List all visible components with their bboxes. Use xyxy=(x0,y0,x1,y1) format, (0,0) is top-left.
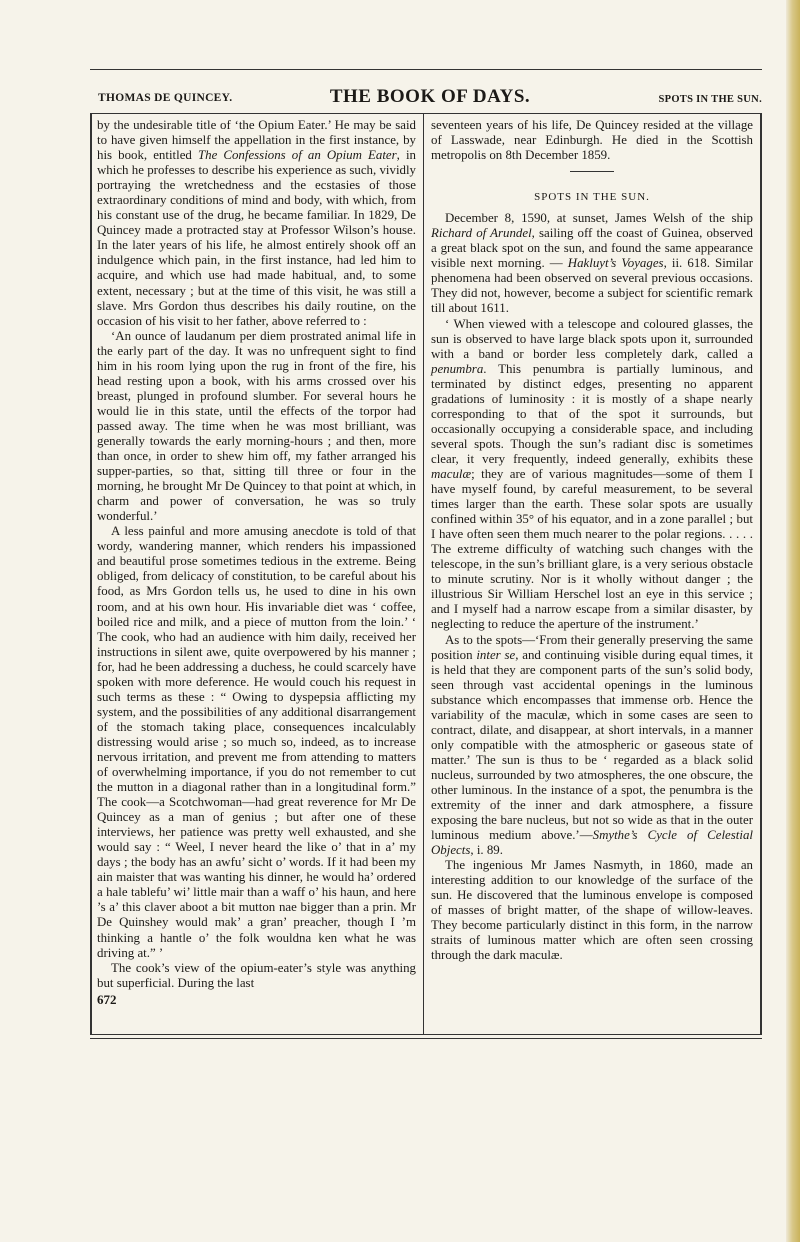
header-left: THOMAS DE QUINCEY. xyxy=(98,92,233,104)
paragraph: A less painful and more amusing anecdote is told of that wordy, wandering manner, which renders his impassioned and beautiful prose sometimes tedious in the extreme. Being obliged, from delicacy of constitution, to be careful about his food, as Mrs Gordon tells us, he used to dine in his own room, and at his own hour. His invariable diet was ‘ coffee, boiled rice and milk, and a piece of mutton from the loin.’ ‘ The cook, who had an audience with him daily, received her instructions in silent awe, quite overpowered by his manner ; for, had he been addressing a duchess, he could scarcely have spoken with more deference. He would couch his request in such terms as these : “ Owing to dyspepsia afflicting my system, and the possibilities of any additional disarrangement of the stomach taking place, consequences incalculably distressing would arise ; so much so, indeed, as to increase nervous irritation, and prevent me from attending to matters of overwhelming importance, if you do not remember to cut the mutton in a diagonal rather than in a longitudinal form.” The cook—a Scotchwoman—had great reverence for Mr De Quincey as a man of genius ; but after one of these interviews, her patience was pretty well exhausted, and she would say : “ Weel, I never heard the like o’ that in a’ my days ; the body has an awfu’ sicht o’ words. If it had been my ain maister that was wanting his dinner, he would ha’ ordered a hale tablefu’ wi’ little mair than a waff o’ his haun, and here ’s a’ this claver aboot a bit mutton nae bigger than a prin. Mr De Quinshey would mak’ a gran’ preacher, though I ’m thinking a hantle o’ the folk wouldna ken what he was driving at.” ’ xyxy=(97,524,416,960)
paragraph: The ingenious Mr James Nasmyth, in 1860, made an interesting addition to our knowledge of the surface of the sun. He discovered that the luminous envelope is composed of masses of bright matter, of the shape of willow-leaves. They become particularly distinct in this form, in the narrow straits of luminous matter which are often seen crossing through the dark maculæ. xyxy=(431,858,753,963)
header-title: THE BOOK OF DAYS. xyxy=(329,86,531,107)
header-right: SPOTS IN THE SUN. xyxy=(658,94,762,105)
frame-bottom-rule xyxy=(90,1038,762,1039)
paragraph: ‘An ounce of laudanum per diem prostrated animal life in the early part of the day. It was no unfrequent sight to find him in his room lying upon the rug in front of the fire, his head resting upon a book, with his arms crossed over his breast, plunged in profound slumber. For several hours he would lie in this state, until the effects of the torpor had passed away. The time when he was most brilliant, was generally towards the early morning-hours ; and then, more than once, in order to shew him off, my father arranged his supper-parties, so that, sitting till three or four in the morning, he brought Mr De Quincey to that point at which, in charm and power of conversation, he was so truly wonderful.’ xyxy=(97,328,416,524)
paragraph: December 8, 1590, at sunset, James Welsh of the ship Richard of Arundel, sailing off the coast of Guinea, observed a great black spot on the sun, and found the same appearance visible next morning. — Hakluyt’s Voyages, ii. 618. Similar phenomena had been observed on several previous occasions. They did not, however, become a subject for scientific remark till about 1611. xyxy=(431,211,753,316)
book-title: The Confessions of an Opium Eater xyxy=(197,148,397,163)
running-header xyxy=(98,88,762,110)
paragraph: ‘ When viewed with a telescope and coloured glasses, the sun is observed to have large black spots upon it, surrounded with a band or border less completely dark, called a penumbra. This penumbra is partially luminous, and terminated by distinct edges, presenting no apparent gradations of luminosity : it is mostly of a shape nearly corresponding to that of the spot it surrounds, but occasionally occupying a considerable space, and including several spots. Though the sun’s radiant disc is sometimes clear, it very frequently, indeed generally, exhibits these maculæ; they are of various magnitudes—some of them I have myself found, by careful measurement, to be several times larger than the earth. These solar spots are usually confined within 35° of his equator, and in a zone parallel ; but I have often seen them much nearer to the polar regions. . . . . The extreme difficulty of watching such changes with the telescope, in the sun’s brilliant glare, is a very serious obstacle to minute scrutiny. Nor is it wholly without danger ; the illustrious Sir William Herschel lost an eye in this service ; and I myself had a narrow escape from a similar disaster, by neglecting to reduce the aperture of the instrument.’ xyxy=(431,316,753,632)
column-divider xyxy=(423,113,424,1035)
section-title: SPOTS IN THE SUN. xyxy=(534,191,650,204)
paragraph: The cook’s view of the opium-eater’s style was anything but superficial. During the last xyxy=(97,960,416,990)
paragraph: by the undesirable title of ‘the Opium Eater.’ He may be said to have given himself the appellation in the first instance, by his book, entitled The Confessions of an Opium Eater, in which he professes to describe his experience as such, vividly portraying the wretchedness and the ecstasies of those extraordinary conditions of mind and body, with which, from his constant use of the drug, he became familiar. In 1829, De Quincey made a protracted stay at Professor Wilson’s house. In the later years of his life, he almost entirely shook off an indulgence which pain, in the first instance, had led him to acquire, and which use had made habitual, and, to some extent, necessary ; but at the time of this visit, he was still a slave. Mrs Gordon thus describes his daily routine, on the occasion of his visit to her father, above referred to : xyxy=(97,118,416,328)
section-rule xyxy=(570,171,614,172)
paragraph: As to the spots—‘From their generally preserving the same position inter se, and continuing visible during equal times, it is held that they are component parts of the sun’s solid body, seen through vast accidental openings in the luminous substance which encompasses that immense orb. Hence the variability of the maculæ, which in some cases are seen to contract, dilate, and disappear, at short intervals, in a manner only compatible with the atmospheric or gaseous state of matter.’ The sun is thus to be ‘ regarded as a black solid nucleus, surrounded by two atmospheres, the one obscure, the other luminous. In the instance of a spot, the penumbra is the extremity of the inner and dark atmosphere, a fissure exposing the bare nucleus, but not so wide as that in the outer luminous medium above.’—Smythe’s Cycle of Celestial Objects, i. 89. xyxy=(431,632,754,858)
left-column xyxy=(97,118,416,1007)
page-edge xyxy=(786,0,800,1242)
right-column xyxy=(431,118,753,964)
top-rule xyxy=(90,69,762,70)
paragraph: seventeen years of his life, De Quincey resided at the village of Lasswade, near Edinburgh. He died in the Scottish metropolis on 8th December 1859. xyxy=(431,118,753,163)
page-number: 672 xyxy=(97,991,117,1007)
